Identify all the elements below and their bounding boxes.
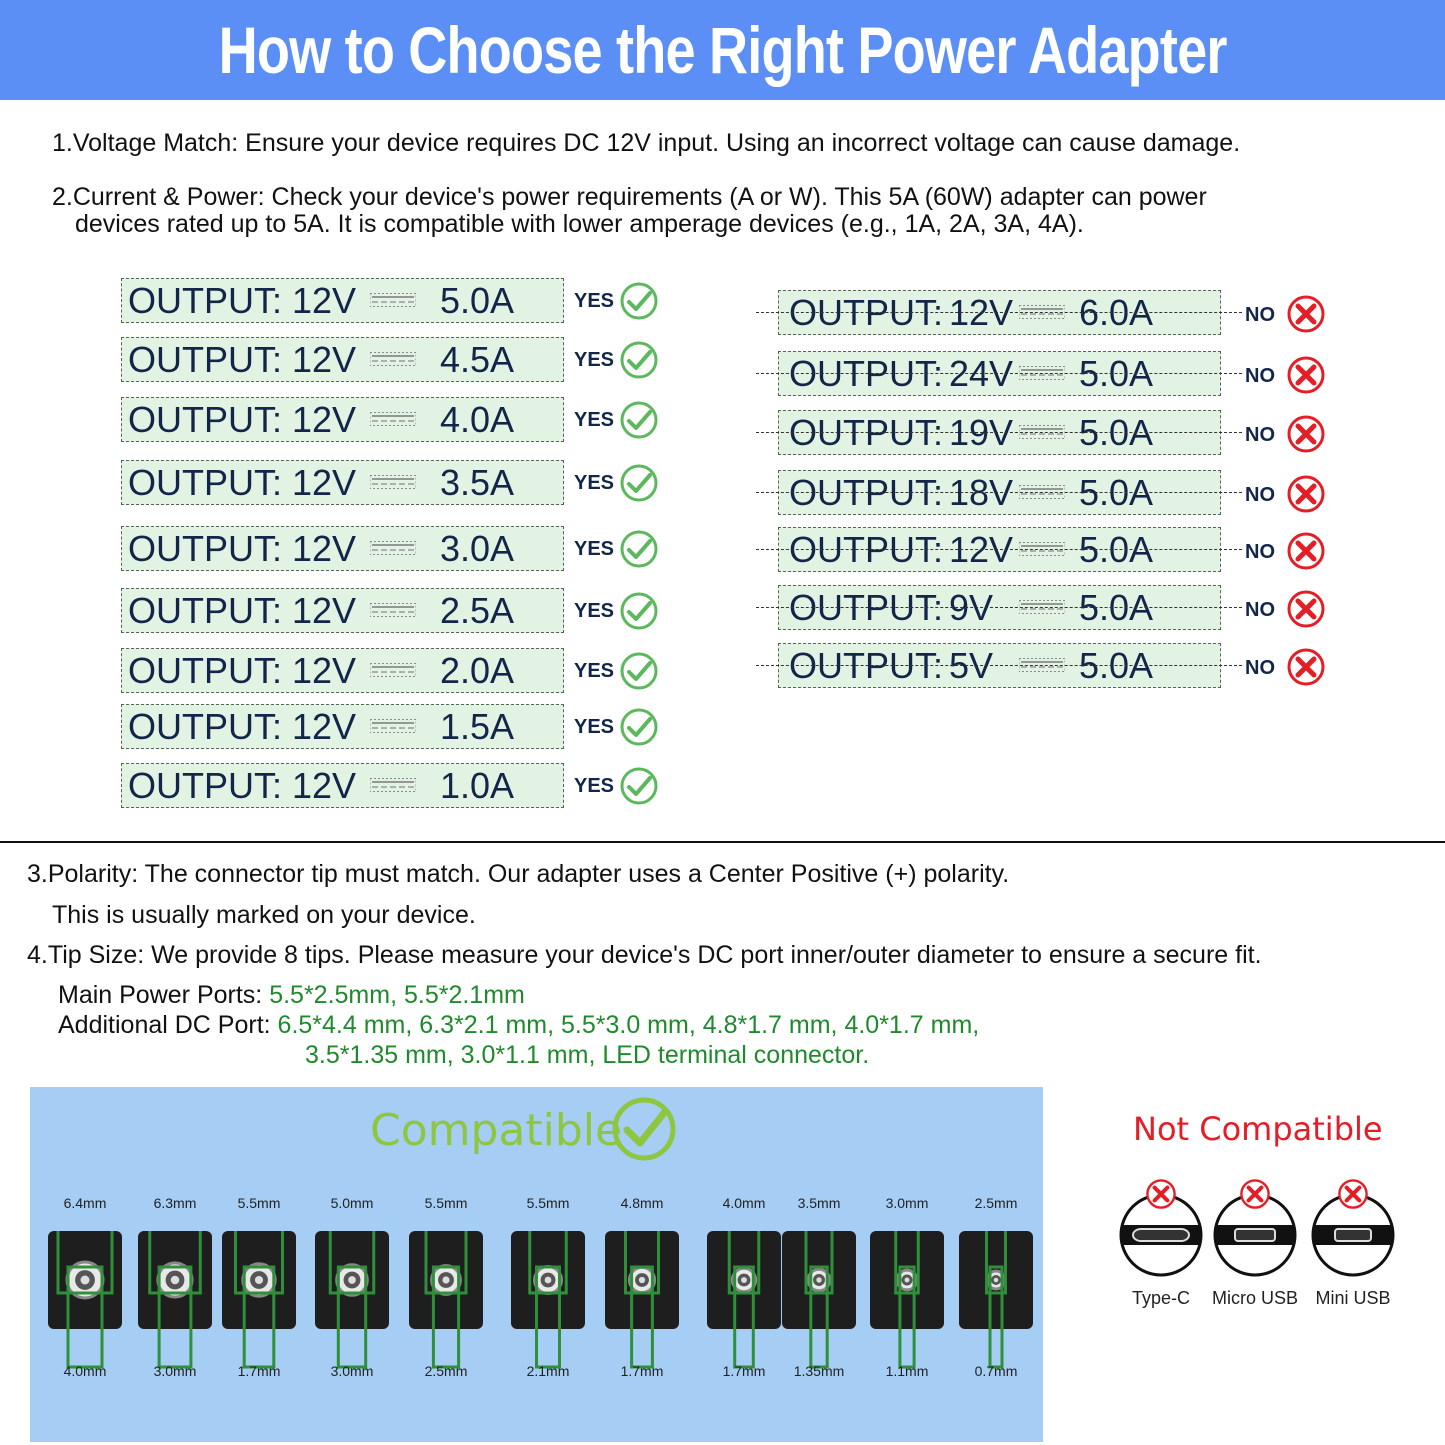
output-voltage: 12V [292, 527, 357, 569]
dc-tip [605, 1195, 679, 1395]
instruction-current-line1: 2.Current & Power: Check your device's power requirements (A or W). This 5A (60W) adapter can power [52, 183, 1207, 211]
tip-connector-icon [870, 1231, 944, 1381]
tip-connector-icon [48, 1231, 122, 1381]
output-current: 4.5A [440, 338, 515, 380]
tip-outer-diameter: 2.5mm [974, 1195, 1018, 1211]
yes-tag: YES [574, 775, 615, 797]
cross-icon [1145, 1178, 1177, 1210]
no-tag: NO [1245, 304, 1275, 326]
output-voltage: 12V [292, 279, 357, 321]
cross-icon [1239, 1178, 1271, 1210]
dc-symbol-icon [370, 475, 416, 489]
tip-outer-diameter: 4.0mm [722, 1195, 766, 1211]
check-icon [619, 591, 659, 631]
instruction-current-line2: devices rated up to 5A. It is compatible with lower amperage devices (e.g., 1A, 2A, 3A, 4A). [75, 210, 1084, 238]
yes-tag: YES [574, 349, 615, 371]
check-icon [619, 400, 659, 440]
output-spec-box [121, 704, 564, 749]
output-label: OUTPUT: [128, 398, 283, 440]
tip-outer-diameter: 5.5mm [526, 1195, 570, 1211]
cross-icon [1286, 589, 1326, 629]
strike-line [756, 492, 1242, 493]
check-icon [619, 651, 659, 691]
instruction-voltage: 1.Voltage Match: Ensure your device requires DC 12V input. Using an incorrect voltage can cause damage. [52, 129, 1241, 157]
tip-connector-icon [782, 1231, 856, 1381]
output-current: 5.0A [1079, 411, 1154, 453]
output-voltage: 19V [949, 411, 1014, 453]
output-voltage: 18V [949, 471, 1014, 513]
output-current: 5.0A [1079, 644, 1154, 686]
usb-port-label: Micro USB [1211, 1288, 1298, 1308]
output-voltage: 5V [949, 644, 994, 686]
tip-connector-icon [707, 1231, 781, 1381]
no-tag: NO [1245, 599, 1275, 621]
dc-tip [48, 1195, 122, 1395]
dc-tip [707, 1195, 781, 1395]
yes-tag: YES [574, 290, 615, 312]
output-spec-box [121, 648, 564, 693]
tip-inner-diameter: 3.0mm [153, 1363, 197, 1379]
output-current: 6.0A [1079, 291, 1154, 333]
tip-inner-diameter: 2.1mm [526, 1363, 570, 1379]
output-current: 3.0A [440, 527, 515, 569]
cross-icon [1337, 1178, 1369, 1210]
tip-inner-diameter: 1.7mm [722, 1363, 766, 1379]
strike-line [756, 373, 1242, 374]
dc-symbol-icon [370, 663, 416, 677]
dc-symbol-icon [370, 412, 416, 426]
additional-dc-ports [58, 1012, 979, 1039]
check-icon [619, 766, 659, 806]
page-title: How to Choose the Right Power Adapter [218, 13, 1227, 87]
cross-icon [1286, 531, 1326, 571]
output-voltage: 24V [949, 352, 1014, 394]
check-icon [619, 340, 659, 380]
yes-tag: YES [574, 716, 615, 738]
output-label: OUTPUT: [128, 338, 283, 380]
output-voltage: 12V [949, 291, 1014, 333]
main-power-ports [58, 982, 525, 1009]
tip-outer-diameter: 5.5mm [237, 1195, 281, 1211]
output-label: OUTPUT: [789, 352, 944, 394]
output-voltage: 12V [292, 338, 357, 380]
strike-line [756, 432, 1242, 433]
usb-port-label: Type-C [1131, 1288, 1191, 1308]
output-label: OUTPUT: [128, 705, 283, 747]
tip-connector-icon [138, 1231, 212, 1381]
output-voltage: 12V [949, 528, 1014, 570]
output-current: 1.5A [440, 705, 515, 747]
dc-tip [870, 1195, 944, 1395]
output-current: 3.5A [440, 461, 515, 503]
output-voltage: 12V [292, 764, 357, 806]
check-icon [619, 529, 659, 569]
tip-outer-diameter: 4.8mm [620, 1195, 664, 1211]
tip-inner-diameter: 1.7mm [237, 1363, 281, 1379]
output-current: 1.0A [440, 764, 515, 806]
dc-symbol-icon [370, 293, 416, 307]
strike-line [756, 549, 1242, 550]
tip-outer-diameter: 5.0mm [330, 1195, 374, 1211]
dc-tip [782, 1195, 856, 1395]
output-current: 4.0A [440, 398, 515, 440]
output-label: OUTPUT: [128, 589, 283, 631]
compatible-check-icon [612, 1097, 676, 1161]
yes-tag: YES [574, 409, 615, 431]
tip-outer-diameter: 6.3mm [153, 1195, 197, 1211]
dc-symbol-icon [370, 778, 416, 792]
dc-symbol-icon [370, 352, 416, 366]
cross-icon [1286, 294, 1326, 334]
output-current: 5.0A [1079, 528, 1154, 570]
output-label: OUTPUT: [789, 411, 944, 453]
tip-outer-diameter: 6.4mm [63, 1195, 107, 1211]
tip-connector-icon [222, 1231, 296, 1381]
dc-tip [511, 1195, 585, 1395]
yes-tag: YES [574, 538, 615, 560]
no-tag: NO [1245, 657, 1275, 679]
cross-icon [1286, 355, 1326, 395]
compatible-title: Compatible [370, 1105, 623, 1156]
output-label: OUTPUT: [789, 528, 944, 570]
strike-line [756, 312, 1242, 313]
additional-dc-ports-label: Additional DC Port: [58, 1011, 278, 1039]
cross-icon [1286, 474, 1326, 514]
output-current: 5.0A [1079, 352, 1154, 394]
dc-tip [315, 1195, 389, 1395]
output-label: OUTPUT: [128, 764, 283, 806]
polarity-line2: This is usually marked on your device. [52, 901, 476, 929]
tip-connector-icon [511, 1231, 585, 1381]
output-label: OUTPUT: [789, 291, 944, 333]
tip-outer-diameter: 5.5mm [424, 1195, 468, 1211]
no-tag: NO [1245, 424, 1275, 446]
output-current: 2.5A [440, 589, 515, 631]
output-voltage: 12V [292, 589, 357, 631]
section-divider [0, 841, 1445, 843]
output-voltage: 12V [292, 705, 357, 747]
yes-tag: YES [574, 472, 615, 494]
tip-inner-diameter: 3.0mm [330, 1363, 374, 1379]
dc-symbol-icon [370, 603, 416, 617]
output-label: OUTPUT: [128, 649, 283, 691]
dc-tip [138, 1195, 212, 1395]
output-spec-box [121, 460, 564, 505]
check-icon [619, 281, 659, 321]
tip-connector-icon [315, 1231, 389, 1381]
polarity-line1: 3.Polarity: The connector tip must match. Our adapter uses a Center Positive (+) polarity. [27, 860, 1010, 888]
dc-tip [409, 1195, 483, 1395]
dc-tip [222, 1195, 296, 1395]
tip-inner-diameter: 4.0mm [63, 1363, 107, 1379]
output-voltage: 12V [292, 649, 357, 691]
tip-inner-diameter: 2.5mm [424, 1363, 468, 1379]
dc-symbol-icon [370, 719, 416, 733]
output-spec-box [121, 337, 564, 382]
output-current: 2.0A [440, 649, 515, 691]
output-voltage: 9V [949, 586, 994, 628]
output-voltage: 12V [292, 461, 357, 503]
output-spec-box [121, 588, 564, 633]
output-spec-box [121, 763, 564, 808]
output-spec-box [121, 278, 564, 323]
output-label: OUTPUT: [128, 461, 283, 503]
output-label: OUTPUT: [128, 527, 283, 569]
no-tag: NO [1245, 365, 1275, 387]
dc-tip [959, 1195, 1033, 1395]
strike-line [756, 665, 1242, 666]
tip-inner-diameter: 1.1mm [885, 1363, 929, 1379]
tip-outer-diameter: 3.5mm [797, 1195, 841, 1211]
cross-icon [1286, 414, 1326, 454]
usb-port-label: Mini USB [1315, 1288, 1391, 1308]
strike-line [756, 607, 1242, 608]
check-icon [619, 463, 659, 503]
dc-symbol-icon [370, 541, 416, 555]
no-tag: NO [1245, 541, 1275, 563]
tip-inner-diameter: 1.7mm [620, 1363, 664, 1379]
main-power-ports-value: 5.5*2.5mm, 5.5*2.1mm [269, 981, 525, 1009]
tip-connector-icon [959, 1231, 1033, 1381]
not-compatible-title: Not Compatible [1133, 1110, 1383, 1148]
yes-tag: YES [574, 600, 615, 622]
output-label: OUTPUT: [789, 471, 944, 513]
output-spec-box [121, 397, 564, 442]
cross-icon [1286, 647, 1326, 687]
tip-connector-icon [409, 1231, 483, 1381]
tip-inner-diameter: 1.35mm [793, 1363, 845, 1379]
tip-connector-icon [605, 1231, 679, 1381]
yes-tag: YES [574, 660, 615, 682]
output-spec-box [121, 526, 564, 571]
tip-inner-diameter: 0.7mm [974, 1363, 1018, 1379]
output-label: OUTPUT: [128, 279, 283, 321]
no-tag: NO [1245, 484, 1275, 506]
output-current: 5.0A [1079, 586, 1154, 628]
tip-size-line1: 4.Tip Size: We provide 8 tips. Please measure your device's DC port inner/outer diameter to ensure a secure fit. [27, 941, 1262, 969]
header-banner [0, 0, 1445, 100]
output-current: 5.0A [440, 279, 515, 321]
output-voltage: 12V [292, 398, 357, 440]
check-icon [619, 707, 659, 747]
output-label: OUTPUT: [789, 644, 944, 686]
additional-dc-ports-value-line2: 3.5*1.35 mm, 3.0*1.1 mm, LED terminal connector. [305, 1041, 870, 1069]
main-power-ports-label: Main Power Ports: [58, 981, 270, 1009]
output-current: 5.0A [1079, 471, 1154, 513]
tip-outer-diameter: 3.0mm [885, 1195, 929, 1211]
additional-dc-ports-value-line1: 6.5*4.4 mm, 6.3*2.1 mm, 5.5*3.0 mm, 4.8*1.7 mm, 4.0*1.7 mm, [277, 1011, 980, 1039]
output-label: OUTPUT: [789, 586, 944, 628]
